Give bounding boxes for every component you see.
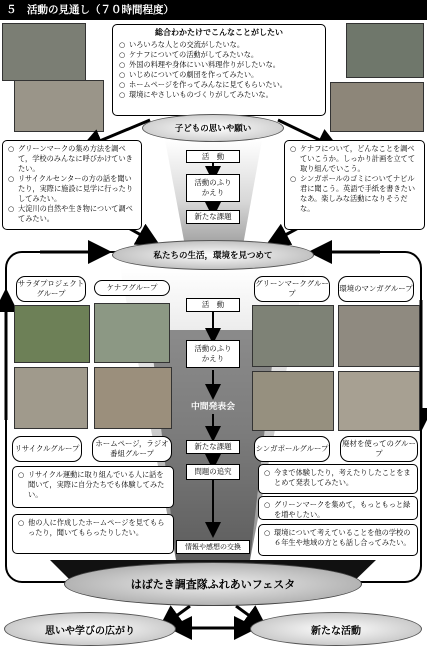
list-item: ○ 他の人に作成したホームページを見てもらったり，聞いてもらったりしたい。 bbox=[18, 518, 168, 538]
list-item: ○ 大淀川の自然や生き物について調べてみたい。 bbox=[8, 204, 136, 224]
note-left-2 bbox=[12, 514, 174, 554]
list-item: ○ ケナフについての活動がしてみたいな。 bbox=[119, 50, 319, 60]
flow1-activity: 活 動 bbox=[186, 150, 240, 163]
left-expectation-box bbox=[2, 140, 142, 230]
group-manga: 環境のマンガグループ bbox=[338, 276, 414, 302]
list-item: ○ グリーンマークを集めて，もっともっと緑を増やしたい。 bbox=[264, 500, 412, 520]
life-ellipse: 私たちの生活，環境を見つめて bbox=[112, 240, 314, 270]
photo-waste bbox=[338, 371, 420, 431]
outcome-new-activity: 新たな活動 bbox=[250, 612, 422, 646]
group-salad: サラダプロジェクトグループ bbox=[16, 276, 86, 302]
list-item: ○ ホームページを作ってみんなに見てもらいたい。 bbox=[119, 80, 319, 90]
flow3-exchange: 情報や感想の交換 bbox=[176, 540, 250, 554]
top-wish-list bbox=[119, 40, 319, 100]
top-wish-box bbox=[112, 24, 326, 116]
flow2-activity: 活 動 bbox=[186, 298, 240, 312]
group-kenaf: ケナフグループ bbox=[94, 280, 170, 296]
list-item: ○ 環境について考えていることを他の学校の６年生や地域の方とも話し合ってみたい。 bbox=[264, 528, 412, 548]
group-waste: 廃材を使ってのグループ bbox=[340, 436, 418, 462]
note-left-1 bbox=[12, 466, 174, 508]
note-right-3 bbox=[258, 524, 418, 556]
outcome-learning-spread: 思いや学びの広がり bbox=[4, 612, 176, 646]
group-singapore: シンガポールグループ bbox=[254, 436, 330, 462]
list-item: ○ 外国の料理や身体にいい料理作りがしたいな。 bbox=[119, 60, 319, 70]
photo-singapore bbox=[252, 371, 334, 431]
list-item: ○ 環境にやさしいものづくりがしてみたいな。 bbox=[119, 90, 319, 100]
flow3-pursuit: 問題の追究 bbox=[186, 464, 240, 480]
festa-ellipse: はばたき調査隊ふれあいフェスタ bbox=[64, 562, 362, 606]
flow1-new-task: 新たな課題 bbox=[186, 210, 240, 224]
midterm-presentation: 中間発表会 bbox=[191, 401, 235, 412]
page-title: ５ 活動の見通し（７０時間程度） bbox=[0, 0, 427, 20]
list-item: ○ グリーンマークの集め方法を調べて，学校のみんなに呼びかけていきたい。 bbox=[8, 144, 136, 174]
group-recycle: リサイクルグループ bbox=[12, 436, 82, 462]
note-right-1 bbox=[258, 464, 418, 494]
list-item: ○ ケナフについて，どんなことを調べていこうか。しっかり計画を立てて取り組んでいこう。 bbox=[290, 144, 419, 174]
photo-kenaf bbox=[94, 303, 170, 363]
list-item: ○ 今まで体験したり，考えたりしたことをまとめて発表してみたい。 bbox=[264, 468, 412, 488]
photo-salad bbox=[14, 305, 90, 363]
photo-homepage bbox=[94, 367, 172, 429]
right-expectation-list bbox=[290, 144, 419, 214]
wish-ellipse: 子どもの思いや願い bbox=[142, 114, 284, 142]
photo-greenmark bbox=[252, 305, 334, 367]
list-item: ○ いじめについての劇団を作ってみたい。 bbox=[119, 70, 319, 80]
flow2-reflection: 活動のふり かえり bbox=[186, 340, 240, 368]
list-item: ○ いろいろな人との交流がしたいな。 bbox=[119, 40, 319, 50]
list-item: ○ リサイクル運動に取り組んでいる人に話を聞いて，実際に自分たちでも体験してみたい。 bbox=[18, 470, 168, 500]
note-right-2 bbox=[258, 496, 418, 520]
right-expectation-box bbox=[284, 140, 425, 230]
left-expectation-list bbox=[8, 144, 136, 224]
group-greenmark: グリーンマークグループ bbox=[254, 276, 330, 302]
list-item: ○ シンガポールのゴミについてナビル君に聞こう。英語で手紙を書きたいなあ。楽しみな活動になりそうだな。 bbox=[290, 174, 419, 214]
flow1-reflection: 活動のふり かえり bbox=[186, 174, 240, 202]
group-homepage: ホームページ，ラジオ番組グループ bbox=[92, 436, 172, 462]
photo-recycle bbox=[14, 367, 88, 429]
top-wish-title: 総合わかたけでこんなことがしたい bbox=[155, 28, 283, 37]
photo-manga bbox=[338, 305, 420, 367]
list-item: ○ リサイクルセンターの方の話を聞いたり，実際に施設に見学に行ったりしてみたい。 bbox=[8, 174, 136, 204]
flow3-new-task: 新たな課題 bbox=[186, 440, 240, 454]
